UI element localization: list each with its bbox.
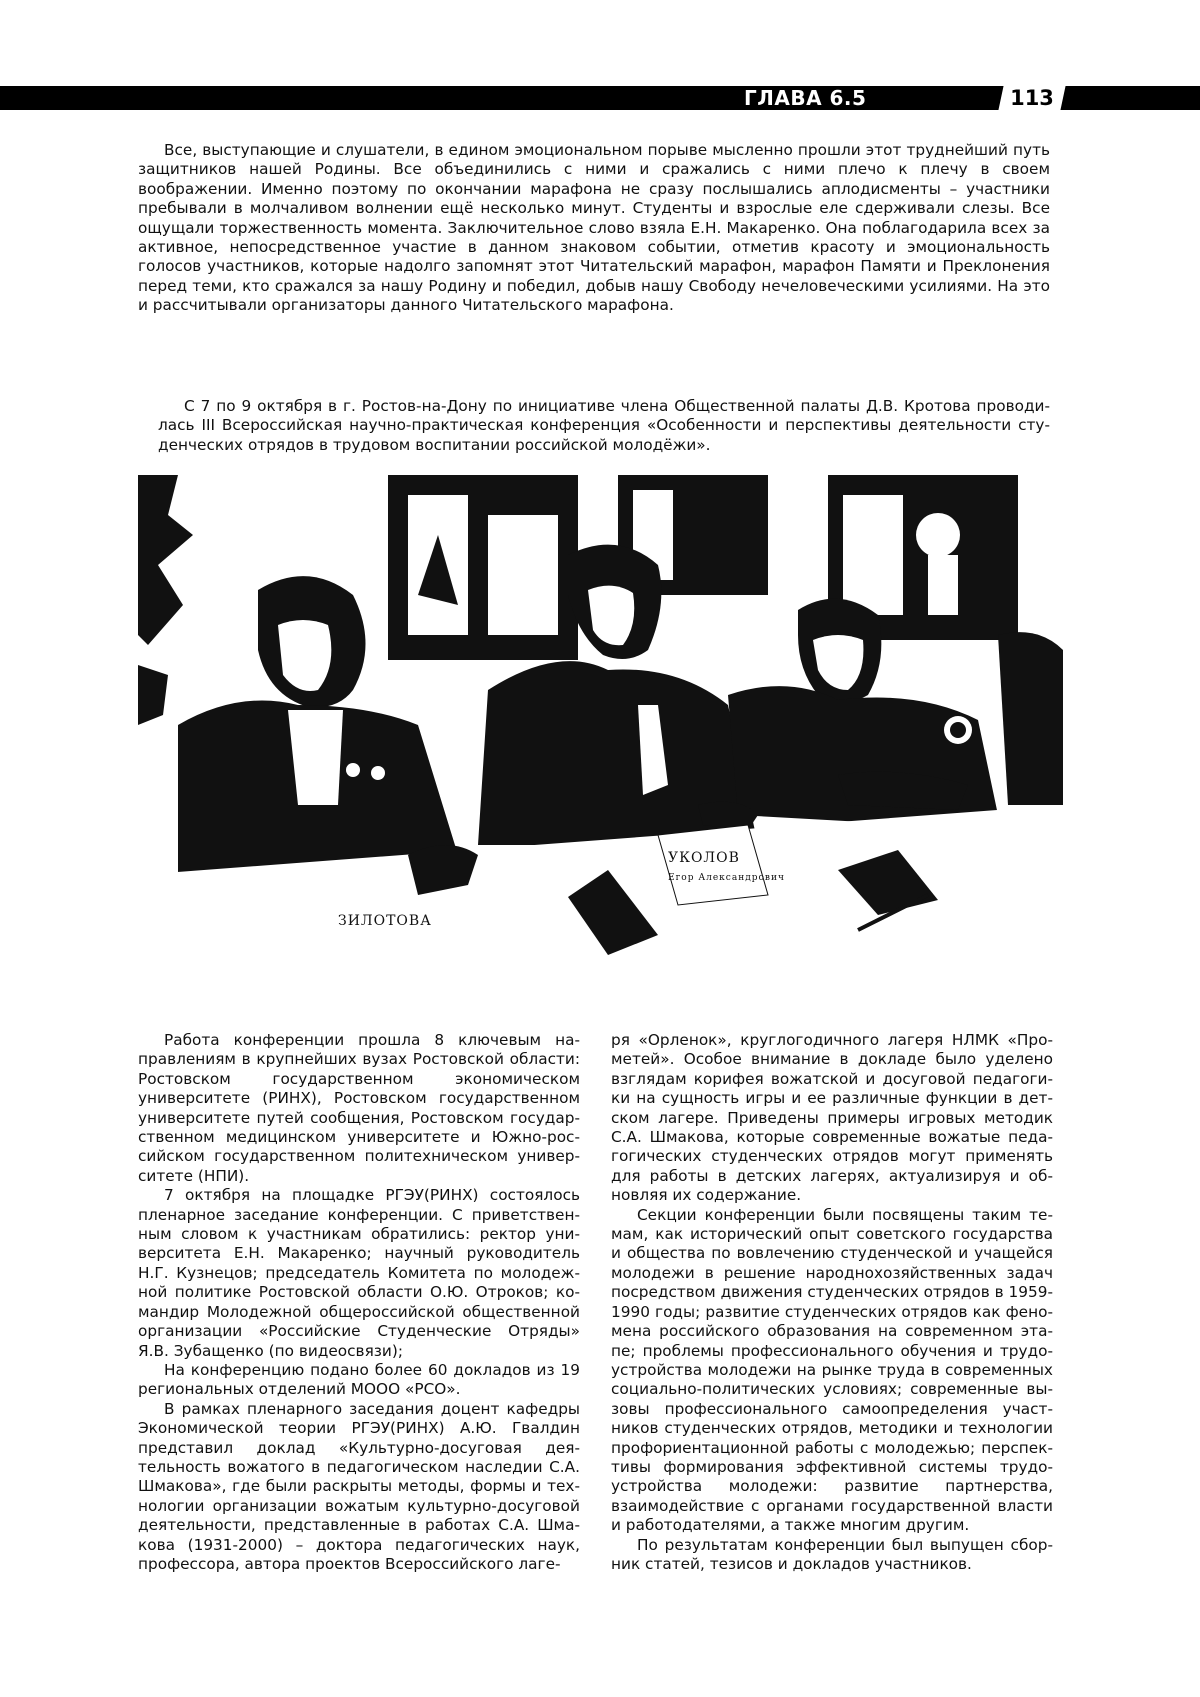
chapter-title: ГЛАВА 6.5 — [744, 86, 867, 110]
page-number: 113 — [1010, 86, 1054, 110]
name-sign-center-sub: Егор Александрович — [668, 873, 785, 883]
right-paragraph-1: ря «Орленок», круглогодичного лагеря НЛМК «Прометей». Особое внимание в докладе было уделено взглядам корифея вожатской и досуговой педагогики на сущность игры и ее различные функции в детском лагере. Приведены примеры игровых методик С.А. Шмакова, которые современные вожатые педагогических студенческих отрядов могут применять для работы в детских лагерях, актуализируя и обновляя их содержание. — [611, 1031, 1053, 1205]
name-sign-left: ЗИЛОТОВА — [338, 913, 432, 929]
name-sign-center: УКОЛОВ — [668, 850, 740, 866]
left-paragraph-4: В рамках пленарного заседания доцент кафедры Экономической теории РГЭУ(РИНХ) А.Ю. Гвалдин представил доклад «Культурно-досуговая деятельность вожатого в педагогическом наследии С.А. Шмакова», где были раскрыты методы, формы и технологии организации вожатым культурно-досуговой деятельности, представленные в работах С.А. Шмакова (1931-2000) – доктора педагогических наук, профессора, автора проектов Всероссийского лаге- — [138, 1399, 580, 1573]
left-paragraph-2: 7 октября на площадке РГЭУ(РИНХ) состоялось пленарное заседание конференции. С приветственным словом к участникам обратились: ректор университета Е.Н. Макаренко; научный руководитель Н.Г. Кузнецов; председатель Комитета по молодежной политике Ростовской области О.Ю. Отроков; командир Молодежной общероссийской общественной организации «Российские Студенческие Отряды» Я.В. Зубащенко (по видеосвязи); — [138, 1186, 580, 1360]
right-paragraph-3: По результатам конференции был выпущен сборник статей, тезисов и докладов участников. — [611, 1535, 1053, 1573]
conference-photo-drawing — [138, 475, 1063, 1006]
right-paragraph-2: Секции конференции были посвящены таким темам, как исторический опыт советского государства и общества по вовлечению студенческой и учащейся молодежи в решение народнохозяйственных задач посредством движения студенческих отрядов в 1959-1990 годы; развитие студенческих отрядов как феномена российского образования на современном этапе; проблемы профессионального обучения и трудоустройства молодежи на рынке труда в современных социально-политических условиях; современные вызовы профессионального самоопределения участников студенческих отрядов, методики и технологии профориентационной работы с молодежью; перспективы формирования эффективной системы трудоустройства молодежи: развитие партнерства, взаимодействие с органами государственной власти и работодателями, а также многим другим. — [611, 1205, 1053, 1535]
right-column — [611, 1031, 1053, 1574]
left-column — [138, 1031, 580, 1574]
left-paragraph-3: На конференцию подано более 60 докладов из 19 региональных отделений МООО «РСО». — [138, 1360, 580, 1399]
left-paragraph-1: Работа конференции прошла 8 ключевым направлениям в крупнейших вузах Ростовской области: Ростовском государственном экономическом университете (РИНХ), Ростовском государственном университете путей сообщения, Ростовском государственном медицинском университете и Южно-российском государственном политехническом университете (НПИ). — [138, 1031, 580, 1185]
intro-paragraph: Все, выступающие и слушатели, в едином эмоциональном порыве мысленно прошли этот труднейший путь защитников нашей Родины. Все объединились с ними и сражались с ними плечо к плечу в своем воображении. Именно поэтому по окончании марафона не сразу послышались аплодисменты – участники пребывали в молчаливом волнении ещё несколько минут. Студенты и взрослые еле сдерживали слезы. Все ощущали торжественность момента. Заключительное слово взяла Е.Н. Макаренко. Она поблагодарила всех за активное, непосредственное участие в данном знаковом событии, отметив красоту и эмоциональность голосов участников, которые надолго запомнят этот Читательский марафон, марафон Памяти и Преклонения перед теми, кто сражался за нашу Родину и победил, добыв нашу Свободу нечеловеческими усилиями. На это и рассчитывали организаторы данного Читательского марафона. — [138, 141, 1050, 315]
lead-paragraph: С 7 по 9 октября в г. Ростов-на-Дону по инициативе члена Общественной палаты Д.В. Кротова проводилась III Всероссийская научно-практическая конференция «Особенности и перспективы деятельности студенческих отрядов в трудовом воспитании российской молодёжи». — [158, 397, 1050, 454]
conference-photo — [138, 475, 1063, 1006]
